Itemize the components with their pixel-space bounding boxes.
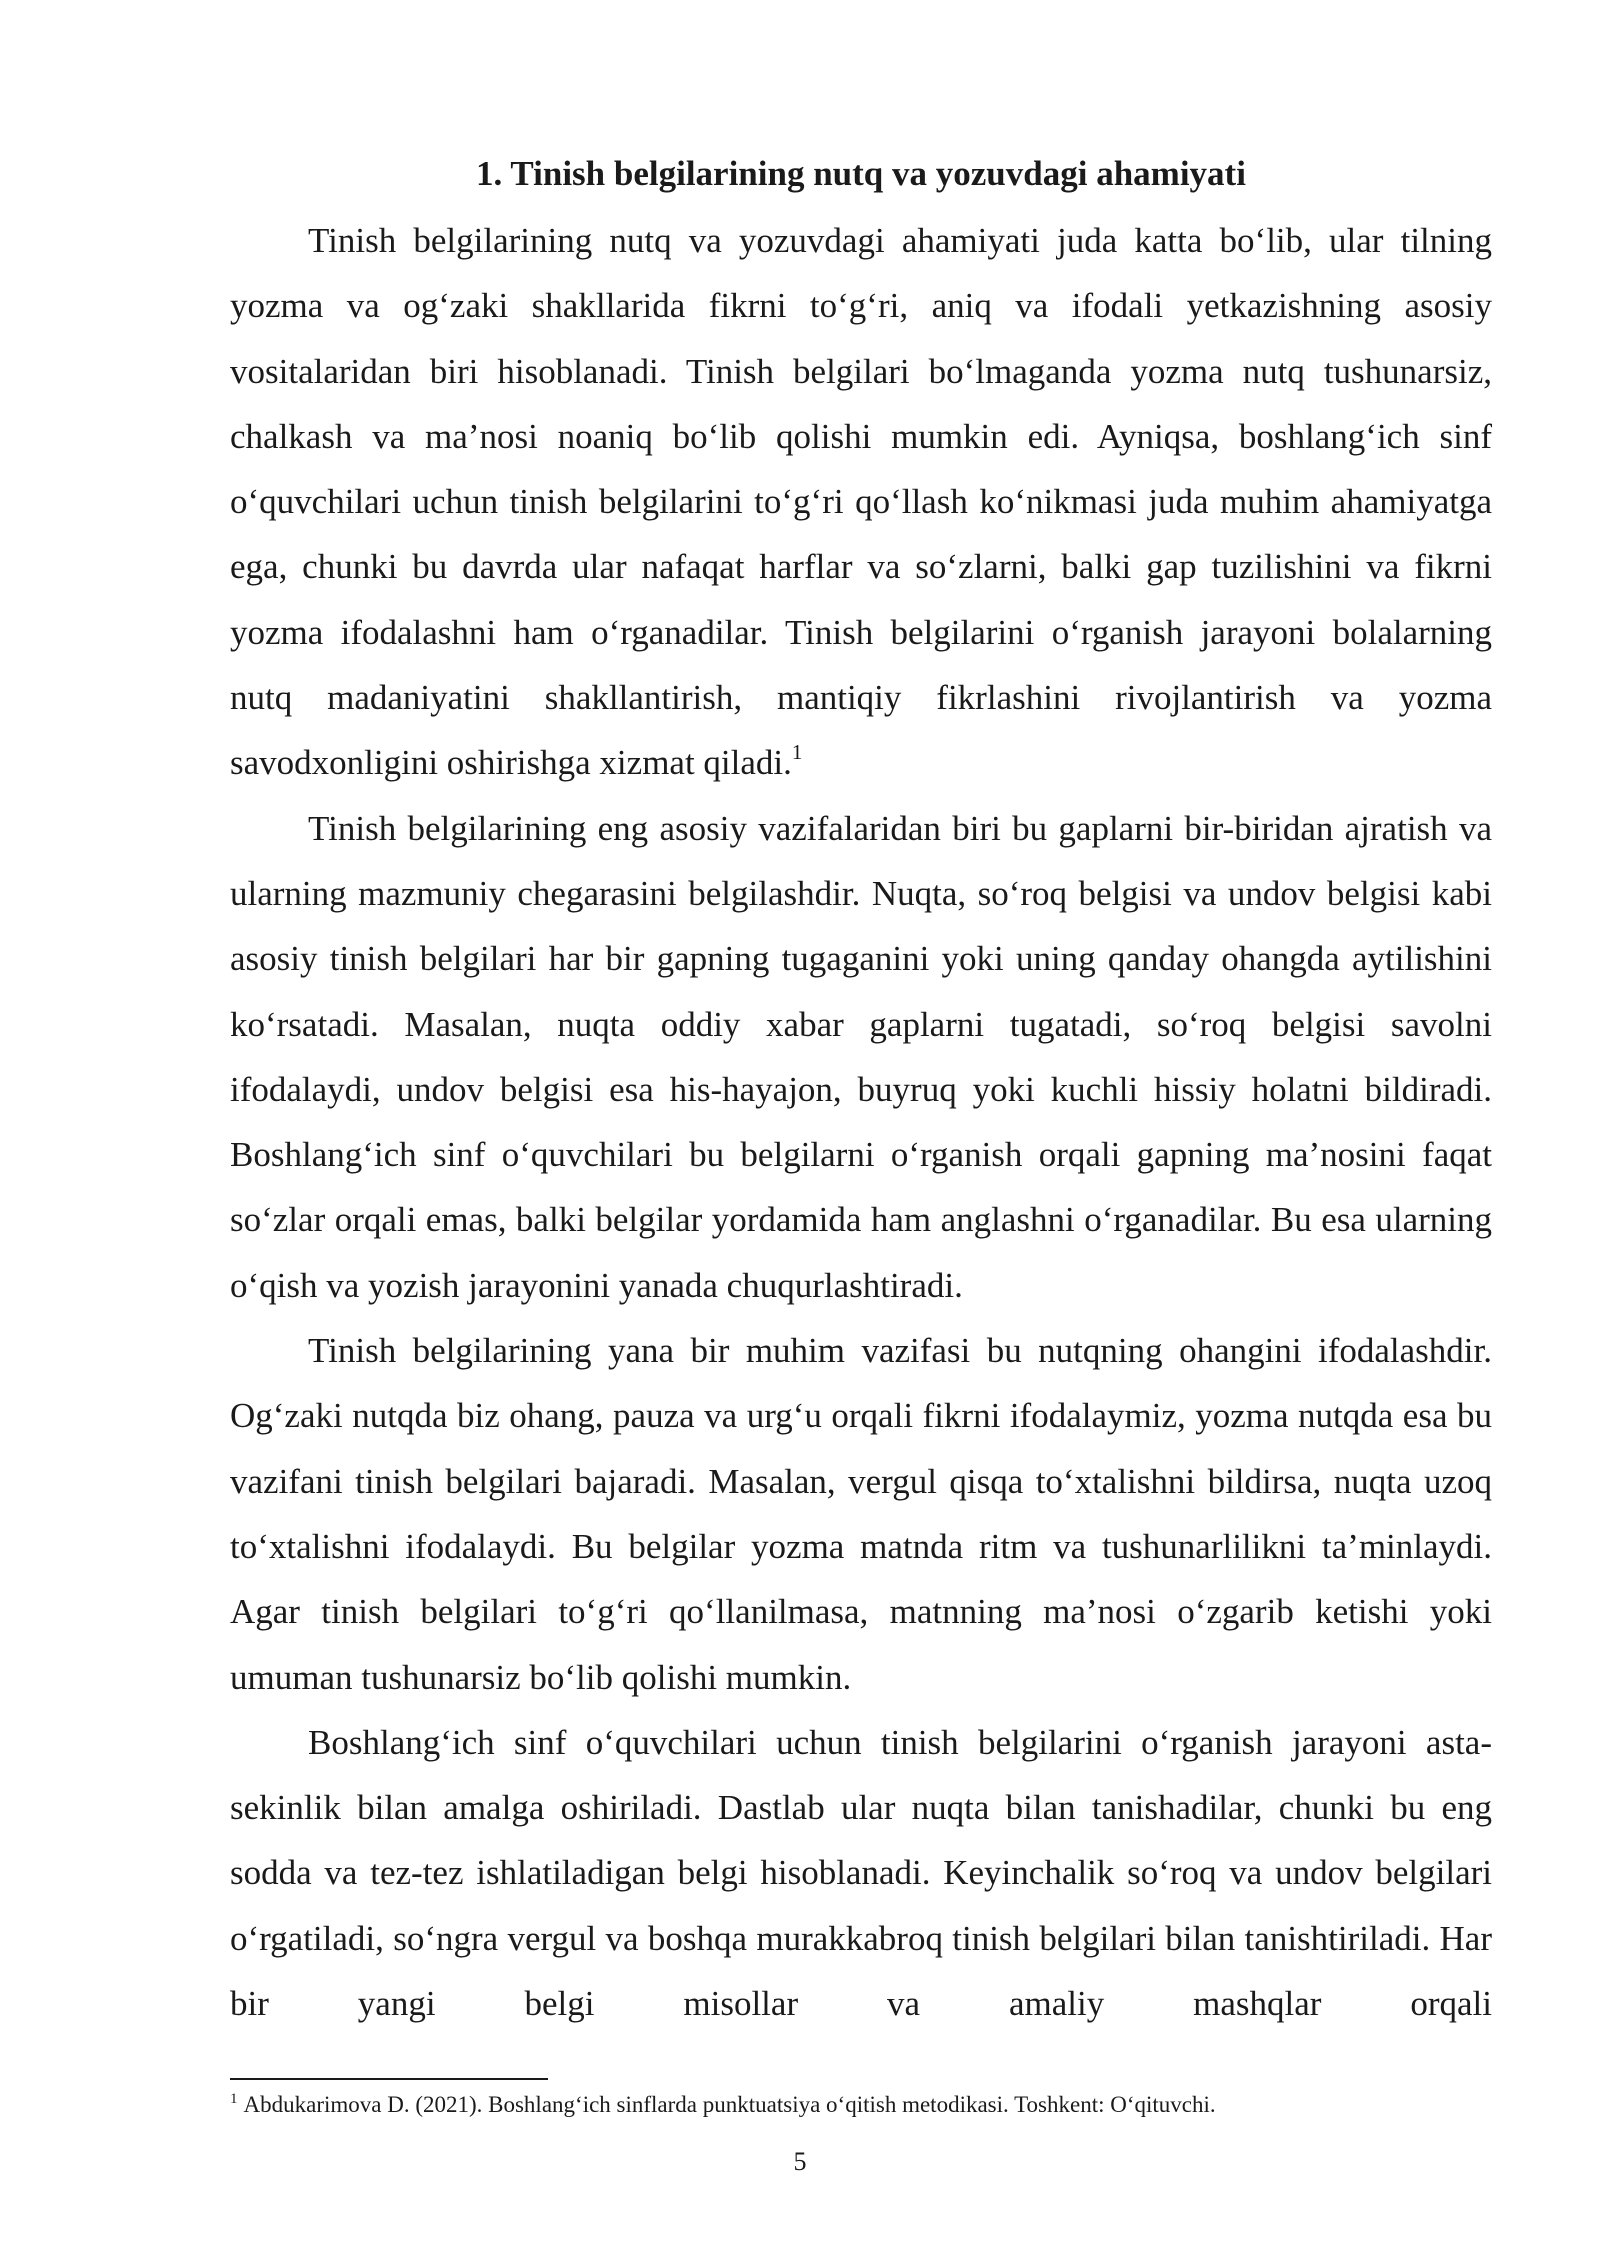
paragraph-3 <box>230 1318 1492 1710</box>
section-heading: 1. Tinish belgilarining nutq va yozuvdagi ahamiyati <box>476 154 1246 193</box>
paragraph-2-text: Tinish belgilarining eng asosiy vazifalaridan biri bu gaplarni bir-biridan ajratish va ularning mazmuniy chegarasini belgilashdir. Nuqta, so‘roq belgisi va undov belgisi kabi asosiy tinish belgilari har bir gapning tugaganini yoki uning qanday ohangda aytilishini ko‘rsatadi. Masalan, nuqta oddiy xabar gaplarni tugatadi, so‘roq belgisi savolni ifodalaydi, undov belgisi esa his-hayajon, buyruq yoki kuchli hissiy holatni bildiradi. Boshlang‘ich sinf o‘quvchilari bu belgilarni o‘rganish orqali gapning ma’nosini faqat so‘zlar orqali emas, balki belgilar yordamida ham anglashni o‘rganadilar. Bu esa ularning o‘qish va yozish jarayonini yanada chuqurlashtiradi. <box>230 808 1492 1305</box>
paragraph-2 <box>230 796 1492 1318</box>
paragraph-3-text: Tinish belgilarining yana bir muhim vazifasi bu nutqning ohangini ifodalashdir. Og‘zaki nutqda biz ohang, pauza va urg‘u orqali fikrni ifodalaymiz, yozma nutqda esa bu vazifani tinish belgilari bajaradi. Masalan, vergul qisqa to‘xtalishni bildirsa, nuqta uzoq to‘xtalishni ifodalaydi. Bu belgilar yozma matnda ritm va tushunarlilikni ta’minlaydi. Agar tinish belgilari to‘g‘ri qo‘llanilmasa, matnning ma’nosi o‘zgarib ketishi yoki umuman tushunarsiz bo‘lib qolishi mumkin. <box>230 1331 1492 1697</box>
paragraph-1-text: Tinish belgilarining nutq va yozuvdagi ahamiyati juda katta bo‘lib, ular tilning yozma va og‘zaki shakllarida fikrni to‘g‘ri, aniq va ifodali yetkazishning asosiy vositalaridan biri hisoblanadi. Tinish belgilari bo‘lmaganda yozma nutq tushunarsiz, chalkash va ma’nosi noaniq bo‘lib qolishi mumkin edi. Ayniqsa, boshlang‘ich sinf o‘quvchilari uchun tinish belgilarini to‘g‘ri qo‘llash ko‘nikmasi juda muhim ahamiyatga ega, chunki bu davrda ular nafaqat harflar va so‘zlarni, balki gap tuzilishini va fikrni yozma ifodalashni ham o‘rganadilar. Tinish belgilarini o‘rganish jarayoni bolalarning nutq madaniyatini shakllantirish, mantiqiy fikrlashini rivojlantirish va yozma savodxonligini oshirishga xizmat qiladi. <box>230 221 1492 783</box>
body-text <box>230 148 1492 2036</box>
footnote-reference[interactable]: 1 <box>791 740 803 765</box>
paragraph-1 <box>230 208 1492 796</box>
footnote-divider <box>230 2078 548 2080</box>
page-number: 5 <box>793 2147 807 2176</box>
paragraph-4-text: Boshlang‘ich sinf o‘quvchilari uchun tinish belgilarini o‘rganish jarayoni asta-sekinlik bilan amalga oshiriladi. Dastlab ular nuqta bilan tanishadilar, chunki bu eng sodda va tez-tez ishlatiladigan belgi hisoblanadi. Keyinchalik so‘roq va undov belgilari o‘rgatiladi, so‘ngra vergul va boshqa murakkabroq tinish belgilari bilan tanishtiriladi. Har bir yangi belgi misollar va amaliy mashqlar orqali <box>230 1722 1492 2024</box>
footnote <box>230 2090 1492 2120</box>
paragraph-4 <box>230 1710 1492 2036</box>
footnote-marker: 1 <box>230 2091 238 2107</box>
footnote-text: Abdukarimova D. (2021). Boshlang‘ich sinflarda punktuatsiya o‘qitish metodikasi. Toshkent: O‘qituvchi. <box>243 2092 1216 2117</box>
